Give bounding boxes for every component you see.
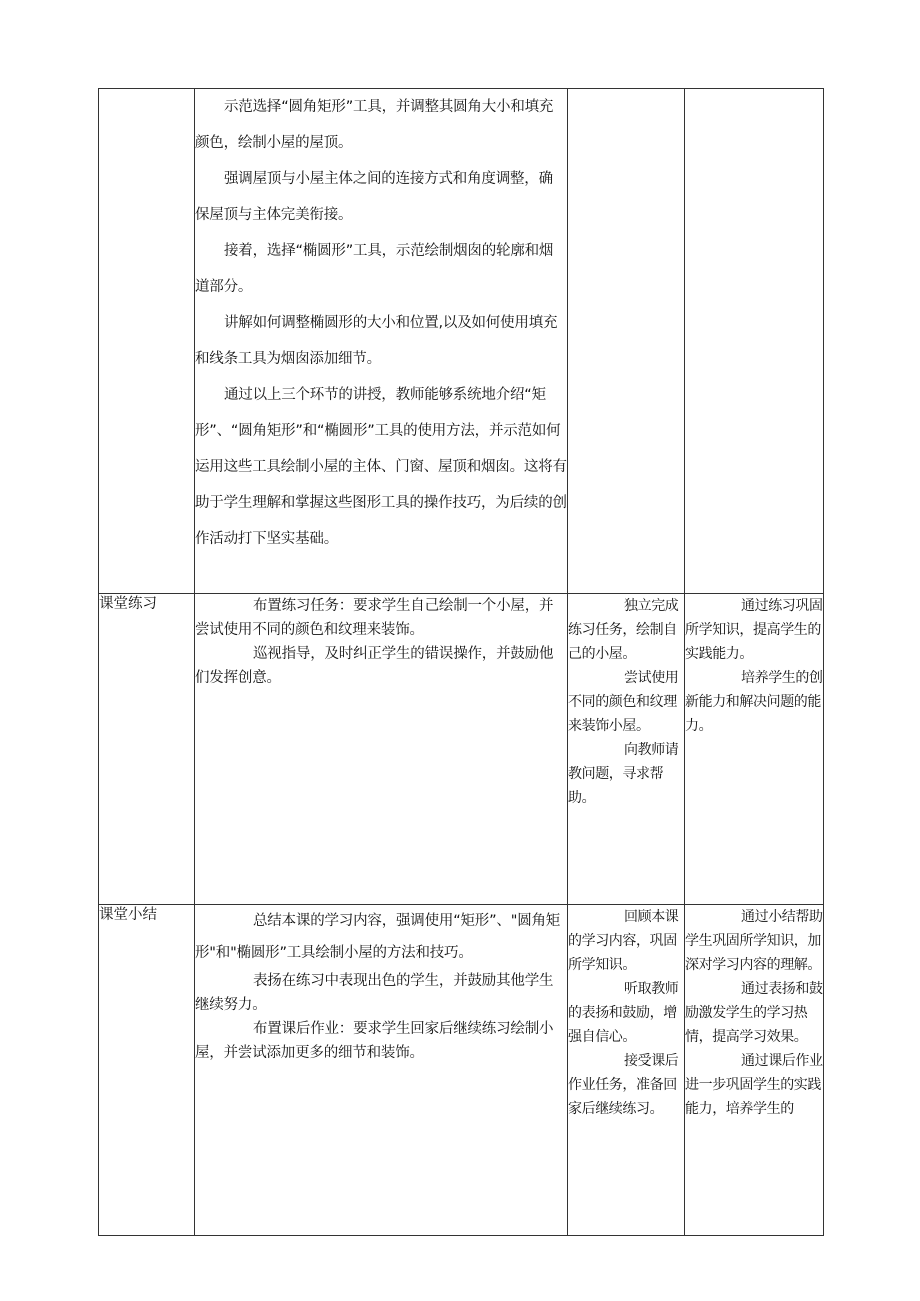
paragraph: 回顾本课的学习内容，巩固所学知识。 [568, 908, 679, 973]
table-row [99, 904, 824, 1235]
stage-label [99, 89, 195, 594]
student-activity-cell [568, 89, 685, 594]
paragraph: 通过表扬和鼓励激发学生的学习热情，提高学习效果。 [685, 980, 823, 1045]
student-activity-cell [568, 594, 685, 904]
paragraph: 接着，选择“椭圆形”工具，示范绘制烟囱的轮廓和烟道部分。 [195, 243, 554, 295]
paragraph: 讲解如何调整椭圆形的大小和位置,以及如何使用填充和线条工具为烟囱添加细节。 [195, 315, 558, 367]
stage-label: 课堂小结 [99, 904, 195, 1235]
paragraph: 向教师请教问题，寻求帮助。 [568, 742, 679, 807]
lesson-plan-table [98, 88, 824, 1236]
table-row [99, 89, 824, 594]
table-row [99, 594, 824, 904]
paragraph: 示范选择“圆角矩形”工具，并调整其圆角大小和填充颜色，绘制小屋的屋顶。 [195, 99, 554, 151]
paragraph: 独立完成练习任务，绘制自己的小屋。 [568, 598, 679, 663]
design-intent-cell [685, 89, 824, 594]
student-activity-cell [568, 904, 685, 1235]
teacher-activity-cell [195, 904, 568, 1235]
paragraph: 培养学生的创新能力和解决问题的能力。 [685, 670, 823, 735]
paragraph: 布置课后作业：要求学生回家后继续练习绘制小屋，并尝试添加更多的细节和装饰。 [195, 1020, 554, 1061]
paragraph: 接受课后作业任务，准备回家后继续练习。 [568, 1052, 679, 1117]
paragraph: 通过以上三个环节的讲授，教师能够系统地介绍“矩形”、“圆角矩形”和“椭圆形”工具的使用方法，并示范如何运用这些工具绘制小屋的主体、门窗、屋顶和烟囱。这将有助于学生理解和掌握这些图形工具的操作技巧，为后续的创作活动打下坚实基础。 [195, 387, 567, 547]
paragraph: 通过小结帮助学生巩固所学知识，加深对学习内容的理解。 [685, 908, 823, 973]
paragraph: 强调屋顶与小屋主体之间的连接方式和角度调整，确保屋顶与主体完美衔接。 [195, 171, 553, 223]
paragraph: 总结本课的学习内容，强调使用“矩形”、"圆角矩形"和"椭圆形”工具绘制小屋的方法和技巧。 [195, 912, 561, 961]
paragraph: 尝试使用不同的颜色和纹理来装饰小屋。 [568, 670, 679, 735]
paragraph: 听取教师的表扬和鼓励，增强自信心。 [568, 980, 679, 1045]
teacher-activity-cell [195, 89, 568, 594]
teacher-activity-cell [195, 594, 568, 904]
paragraph: 通过练习巩固所学知识，提高学生的实践能力。 [685, 598, 823, 663]
paragraph: 通过课后作业进一步巩固学生的实践能力，培养学生的 [685, 1052, 823, 1117]
paragraph: 巡视指导，及时纠正学生的错误操作，并鼓励他们发挥创意。 [195, 646, 554, 687]
design-intent-cell [685, 904, 824, 1235]
paragraph: 布置练习任务：要求学生自己绘制一个小屋，并尝试使用不同的颜色和纹理来装饰。 [195, 598, 554, 639]
design-intent-cell [685, 594, 824, 904]
paragraph: 表扬在练习中表现出色的学生，并鼓励其他学生继续努力。 [195, 972, 554, 1013]
stage-label: 课堂练习 [99, 594, 195, 904]
